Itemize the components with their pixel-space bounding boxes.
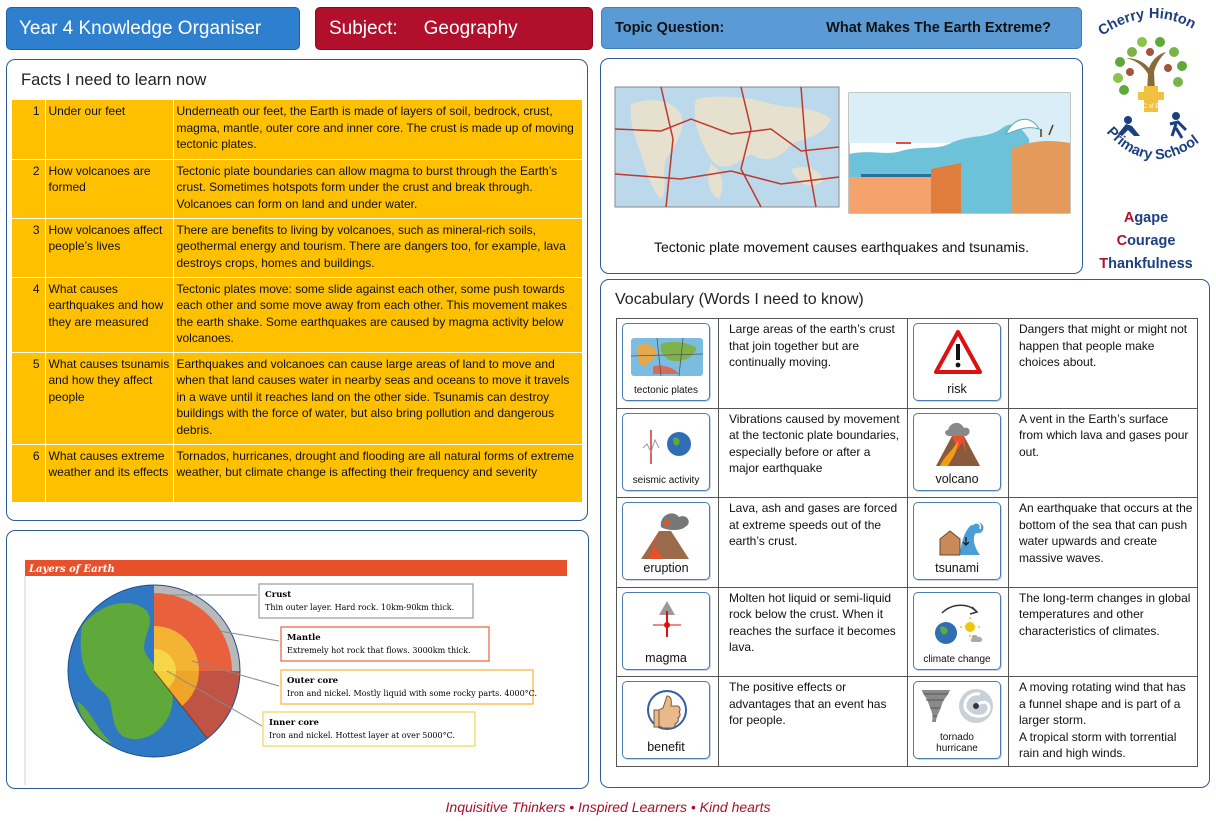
subject-label: Subject: (329, 17, 398, 39)
topic-value: What Makes The Earth Extreme? (826, 20, 1051, 36)
climate-change-definition: The long-term changes in global temperatures and other characteristics of climates. (1009, 587, 1198, 677)
crust-name: Crust (265, 590, 292, 600)
mantle-name: Mantle (287, 633, 321, 643)
mantle-desc: Extremely hot rock that flows. 3000km thick. (287, 646, 471, 655)
inner-core-label-box (263, 712, 475, 746)
school-logo (1090, 2, 1216, 202)
fact-number: 1 (12, 100, 45, 159)
fact-row (12, 100, 582, 159)
facts-table (12, 100, 582, 502)
facts-title: Facts I need to learn now (21, 71, 207, 89)
volcano-definition: A vent in the Earth’s surface from which lava and gases pour out. (1009, 408, 1198, 498)
tornado-word: tornado (940, 732, 974, 743)
eruption-definition: Lava, ash and gases are forced at extreme speeds out of the earth’s crust. (719, 498, 908, 588)
earth-globe-icon (68, 585, 240, 757)
benefit-word: benefit (647, 740, 685, 754)
children-icon (1118, 112, 1186, 138)
fact-question: What causes tsunamis and how they affect people (45, 352, 173, 444)
fact-answer: Underneath our feet, the Earth is made of layers of soil, bedrock, crust, magma, mantle, outer core and inner core. The crust is made up of moving tectonic plates. (176, 104, 574, 151)
vocab-row (617, 587, 1198, 677)
tectonic-caption: Tectonic plate movement causes earthquakes and tsunamis. (653, 239, 1030, 255)
inner-core-name: Inner core (269, 718, 319, 728)
fact-answer: Tectonic plate boundaries can allow magma to burst through the Earth’s crust. Sometimes hotspots form under the crust and break through. Volcanoes can form on land and under water. (173, 159, 582, 218)
fact-answer: Tornados, hurricanes, drought and flooding are all natural forms of extreme weather, but climate change is affecting their frequency and severity (173, 444, 582, 502)
tectonic-images (601, 59, 1081, 234)
outer-core-label-box (281, 670, 537, 704)
layers-of-earth-diagram (7, 531, 587, 787)
risk-word: risk (947, 382, 967, 396)
topic-question (601, 7, 1082, 49)
vocab-row (617, 498, 1198, 588)
tectonic-plates-word: tectonic plates (634, 385, 698, 396)
school-name-bottom: Primary School (1103, 123, 1202, 164)
fact-number: 6 (12, 444, 45, 502)
seismic-activity-definition: Vibrations caused by movement at the tectonic plate boundaries, especially before or after a major earthquake (719, 408, 908, 498)
mantle-label-box (281, 627, 489, 661)
vocab-row (617, 408, 1198, 498)
fact-row (12, 159, 582, 218)
school-name-top: Cherry Hinton (1095, 5, 1199, 40)
tornado-hurricane-label (914, 732, 1000, 754)
fact-answer: There are benefits to living by volcanoes, such as mineral-rich soils, geothermal energy and tourism. There are dangers too, for example, lava destroys crops, homes and buildings. (173, 218, 582, 277)
fact-row (12, 218, 582, 277)
volcano-word: volcano (935, 471, 979, 486)
vocab-row (617, 319, 1198, 409)
fact-row (12, 277, 582, 352)
risk-card (913, 323, 1001, 401)
facts-panel (6, 59, 588, 521)
year-title (6, 7, 300, 50)
seismic-activity-card (622, 413, 710, 491)
fact-question: Under our feet (45, 100, 173, 159)
fact-row (12, 352, 582, 444)
value-thankfulness: Thankfulness (1099, 256, 1193, 272)
fact-answer: Tectonic plates move: some slide against each other, some push towards each other and some move away from each other. This movement makes the earth shake. Some earthquakes are caused by magma activity below volcanoes. (173, 277, 582, 352)
value-agape: Agape (1123, 210, 1169, 226)
tectonic-plates-definition: Large areas of the earth’s crust that join together but are continually moving. (719, 319, 908, 409)
climate-change-card (913, 592, 1001, 670)
risk-definition: Dangers that might or might not happen that people make choices about. (1009, 319, 1198, 409)
eruption-card (622, 502, 710, 580)
vocab-title: Vocabulary (Words I need to know) (615, 291, 864, 308)
value-courage: Courage (1116, 233, 1176, 249)
fact-number: 2 (12, 159, 45, 218)
tsunami-word: tsunami (935, 561, 979, 575)
tsunami-definition: An earthquake that occurs at the bottom of the sea that can push water upwards and create massive waves. (1009, 498, 1198, 588)
fact-question: How volcanoes are formed (45, 159, 173, 218)
crust-label-box (259, 584, 473, 618)
vocab-panel (600, 279, 1210, 788)
magma-definition: Molten hot liquid or semi-liquid rock below the crust. When it reaches the surface it becomes lava. (719, 587, 908, 677)
hurricane-word: hurricane (936, 743, 978, 754)
tornado-definition: A moving rotating wind that has a funnel shape and is part of a larger storm. (1019, 680, 1186, 727)
eruption-word: eruption (643, 561, 689, 575)
inner-core-desc: Iron and nickel. Hottest layer at over 5000°C. (269, 731, 455, 740)
school-values (1092, 207, 1200, 276)
fact-question: What causes earthquakes and how they are measured (45, 277, 173, 352)
fact-number: 5 (12, 352, 45, 444)
cross-badge-icon (1138, 86, 1164, 112)
subject-title (315, 7, 593, 50)
vocab-row (617, 677, 1198, 767)
layers-title: Layers of Earth (29, 564, 115, 575)
fact-answer: Earthquakes and volcanoes can cause large areas of land to move and when that land causes water in nearby seas and oceans to move it travels in a wave until it reaches land on the other side. Tsunamis can destroy buildings with the force of water, but also bring pollution and dangerous debris. (173, 352, 582, 444)
plate-map-icon (615, 87, 839, 207)
outer-core-name: Outer core (287, 676, 339, 686)
vocab-table (616, 318, 1198, 767)
badge-text: C of E (1142, 104, 1160, 110)
hurricane-definition: A tropical storm with torrential rain and high winds. (1019, 729, 1177, 760)
volcano-card (913, 413, 1001, 491)
footer-motto: Inquisitive Thinkers • Inspired Learners • Kind hearts (445, 799, 771, 815)
seismic-activity-word: seismic activity (632, 474, 700, 486)
tectonic-plates-card (622, 323, 710, 401)
layers-panel (6, 530, 589, 789)
magma-card (622, 592, 710, 670)
benefit-card (622, 681, 710, 759)
tornado-hurricane-definition (1009, 677, 1198, 767)
benefit-definition: The positive effects or advantages that an event has for people. (719, 677, 908, 767)
tsunami-card (913, 502, 1001, 580)
year-title-text: Year 4 Knowledge Organiser (19, 17, 262, 39)
fact-question: How volcanoes affect people’s lives (45, 218, 173, 277)
subject-value: Geography (423, 17, 518, 39)
fact-question: What causes extreme weather and its effects (45, 444, 173, 502)
tornado-hurricane-card (913, 681, 1001, 759)
tectonic-images-panel (600, 58, 1083, 274)
fact-number: 4 (12, 277, 45, 352)
tsunami-diagram-icon (849, 93, 1070, 213)
outer-core-desc: Iron and nickel. Mostly liquid with some rocky parts. 4000°C. (287, 689, 538, 698)
fact-row (12, 444, 582, 502)
topic-label: Topic Question: (615, 20, 725, 36)
climate-change-word: climate change (923, 653, 991, 665)
magma-word: magma (645, 650, 687, 665)
crust-desc: Thin outer layer. Hard rock. 10km-90km thick. (265, 603, 455, 612)
fact-number: 3 (12, 218, 45, 277)
